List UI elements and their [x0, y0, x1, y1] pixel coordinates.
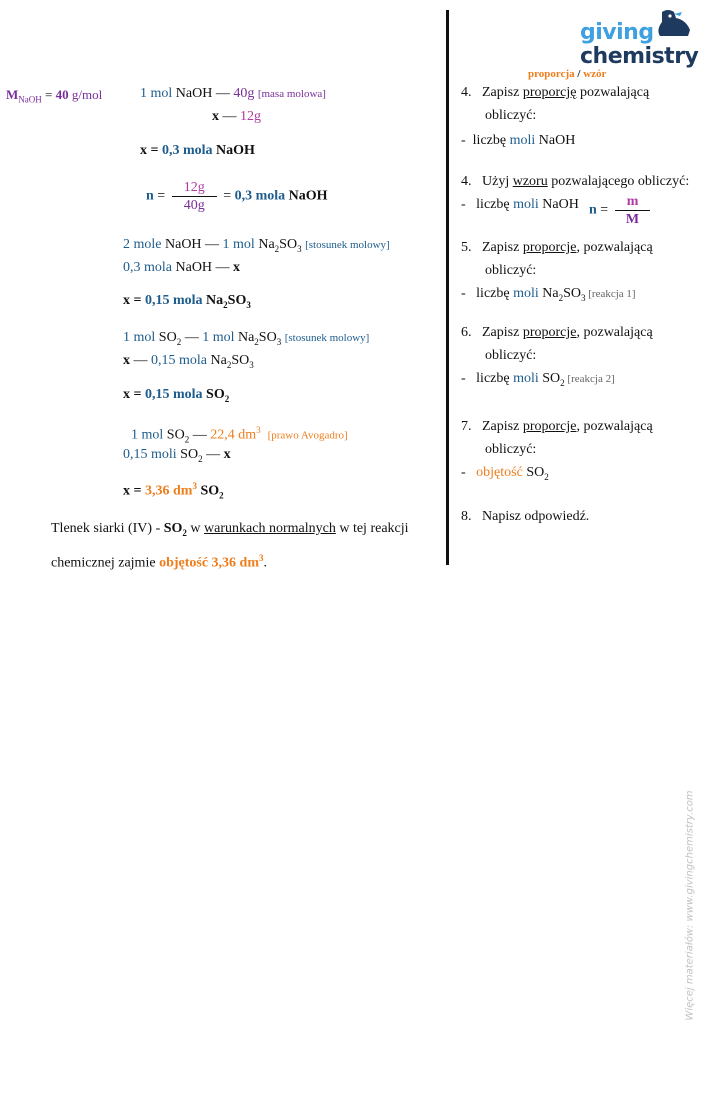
ans-p1: Tlenek siarki (IV) - — [51, 521, 164, 536]
p5l1-b2: 2 — [184, 434, 190, 445]
s6-e1: SO — [538, 371, 561, 386]
p1l2-x: x — [212, 109, 219, 124]
p4l1-e3: SO — [258, 330, 277, 345]
answer-line-2 — [51, 546, 409, 576]
r4-val: 0,15 mola — [144, 387, 203, 402]
p3l2-x: x — [233, 260, 241, 275]
s5-bullet: - — [461, 286, 466, 301]
s4a-d: moli — [509, 133, 536, 148]
p4l2-a: 0,15 mola — [151, 353, 211, 368]
s6-d: moli — [513, 371, 539, 386]
ans-p4: chemicznej zajmie — [51, 555, 160, 571]
p4l1-b1: SO — [158, 330, 177, 345]
p5l1-c: — — [189, 427, 211, 443]
s4b-e: NaOH — [538, 197, 579, 212]
s4b-fm: m — [615, 193, 651, 211]
s4a-u: proporcję — [522, 85, 577, 100]
r5-x: x = — [123, 483, 145, 499]
s5-e3: SO — [563, 286, 581, 301]
step-7 — [461, 415, 653, 489]
s7-b: , pozwalającą — [576, 419, 653, 434]
p4l2-c: — — [130, 353, 151, 368]
result-3 — [123, 293, 251, 310]
s4b-num: 4. — [461, 174, 472, 189]
p3l2-c: — — [212, 260, 234, 275]
p3l1-e1: Na — [258, 237, 275, 252]
s7-u: proporcje — [522, 419, 577, 434]
step-5 — [461, 236, 653, 310]
p4l1-note: [stosunek molowy] — [284, 332, 370, 344]
s5-note: [reakcja 1] — [585, 288, 636, 300]
s7-e1: SO — [522, 465, 545, 480]
r3-x: x = — [123, 293, 145, 308]
r3-s3: SO — [227, 293, 247, 308]
p1l1-a: 1 mol — [140, 86, 176, 101]
molar-mass-value: 40 — [55, 87, 69, 102]
r1-x: x = — [140, 143, 162, 158]
s8-num: 8. — [461, 509, 472, 524]
f-eq1: = — [153, 188, 169, 204]
p4l2-e3: SO — [231, 353, 250, 368]
proportion-5-line-2 — [123, 447, 231, 464]
f-val: 0,3 mola — [234, 188, 286, 204]
answer-line-1 — [51, 516, 409, 546]
s4b-fraction — [615, 193, 651, 228]
proportion-4-line-2 — [123, 353, 254, 370]
result-5 — [123, 481, 224, 500]
s7-e2: 2 — [544, 471, 549, 482]
s5-c: liczbę — [476, 286, 514, 301]
s7-num: 7. — [461, 419, 472, 434]
s6-note: [reakcja 2] — [564, 373, 615, 385]
p5l1-b1: SO — [166, 427, 185, 443]
header-proporcja: proporcja — [528, 68, 575, 80]
p5l2-b1: SO — [180, 447, 199, 462]
p3l1-e2: 2 — [274, 243, 280, 254]
s4a-a: Zapisz — [482, 85, 523, 100]
molar-mass-symbol: M — [6, 87, 19, 102]
p4l1-b2: 2 — [176, 336, 182, 347]
final-answer — [51, 516, 409, 575]
step-4b — [461, 170, 689, 216]
ans-val2: 3 — [259, 552, 264, 563]
s5-b: , pozwalającą — [576, 240, 653, 255]
p3l1-a: 2 mole — [123, 237, 165, 252]
s5-d: moli — [513, 286, 539, 301]
p1l1-b: NaOH — [175, 86, 213, 101]
r5-val2: 3 — [192, 481, 197, 491]
p4l2-e4: 3 — [249, 359, 254, 370]
ans-u: warunkach normalnych — [204, 521, 336, 536]
flask-duck-icon — [654, 8, 694, 40]
proportion-1-line-1 — [140, 86, 326, 102]
p3l1-e4: 3 — [297, 243, 302, 254]
f-n: n — [146, 188, 154, 204]
p1l1-c: — — [212, 86, 234, 101]
s4b-u: wzoru — [512, 174, 548, 189]
r3-s4: 3 — [246, 299, 251, 310]
p5l1-d: 22,4 dm — [210, 427, 257, 443]
s6-num: 6. — [461, 325, 472, 340]
header-slash: / — [577, 68, 581, 80]
p5l1-d2: 3 — [256, 425, 261, 435]
s7-d: objętość — [476, 465, 523, 480]
s7-a: Zapisz — [482, 419, 523, 434]
p4l1-c: — — [181, 330, 203, 345]
step-4a — [461, 81, 649, 152]
header-proporcja-wzor — [528, 68, 606, 80]
ans-p5: . — [263, 555, 267, 571]
p5l1-note: [prawo Avogadro] — [267, 429, 348, 442]
p5l2-b2: 2 — [198, 453, 203, 464]
f-eq2: = — [219, 188, 235, 204]
p5l2-x: x — [223, 447, 231, 462]
p1l1-d: 40g — [233, 86, 255, 101]
r4-s1: SO — [206, 387, 225, 402]
s4b-c: liczbę — [476, 197, 514, 212]
f-sub: NaOH — [288, 188, 328, 204]
s6-a: Zapisz — [482, 325, 523, 340]
p3l1-c: — — [201, 237, 223, 252]
step-8 — [461, 509, 589, 525]
s5-line2: obliczyć: — [485, 263, 537, 278]
p5l2-c: — — [202, 447, 224, 462]
p4l2-x: x — [123, 353, 130, 368]
result-1 — [140, 143, 255, 159]
header-wzor: wzór — [583, 68, 607, 80]
ans-p2: w — [186, 521, 205, 536]
result-4 — [123, 387, 229, 404]
r3-s1: Na — [206, 293, 224, 308]
ans-val: objętość 3,36 dm — [159, 555, 259, 571]
s4a-b: pozwalającą — [576, 85, 650, 100]
s6-u: proporcje — [522, 325, 577, 340]
column-divider — [446, 10, 449, 565]
s4b-b: pozwalającego obliczyć: — [547, 174, 690, 189]
ans-so2: 2 — [182, 527, 187, 538]
r3-val: 0,15 mola — [144, 293, 203, 308]
proportion-1-line-2 — [212, 109, 261, 125]
s4a-num: 4. — [461, 85, 472, 100]
r5-s2: 2 — [219, 490, 224, 501]
p1l2-dash: — — [219, 109, 240, 124]
r5-s1: SO — [200, 483, 220, 499]
s6-bullet: - — [461, 371, 466, 386]
ans-so: SO — [163, 521, 183, 536]
proportion-5-line-1 — [131, 425, 348, 444]
molar-mass-eq: = — [41, 87, 56, 102]
r4-s2: 2 — [224, 393, 230, 404]
s5-u: proporcje — [522, 240, 577, 255]
p4l1-a: 1 mol — [123, 330, 159, 345]
proportion-3-line-1 — [123, 237, 390, 254]
s6-c: liczbę — [476, 371, 514, 386]
watermark-text: Więcej materiałów: www.givingchemistry.com — [684, 790, 696, 1021]
s4a-bullet: - — [461, 133, 466, 148]
r1-sub: NaOH — [216, 143, 255, 158]
logo-word-chemistry: chemistry — [580, 44, 699, 69]
s4a-e: NaOH — [535, 133, 576, 148]
p3l1-d: 1 mol — [222, 237, 259, 252]
p1l1-note: [masa molowa] — [257, 88, 326, 100]
formula-n — [146, 179, 328, 214]
p3l2-b: NaOH — [175, 260, 213, 275]
fraction — [172, 179, 217, 214]
r4-x: x = — [123, 387, 145, 402]
proportion-3-line-2 — [123, 260, 240, 276]
s4a-line2: obliczyć: — [485, 108, 537, 123]
p1l2-val: 12g — [240, 109, 261, 124]
f-den: 40g — [183, 198, 205, 213]
p3l2-a: 0,3 mola — [123, 260, 176, 275]
s4b-feq: = — [596, 202, 612, 218]
s6-e2: 2 — [560, 377, 565, 388]
r1-val: 0,3 mola — [161, 143, 213, 158]
s7-bullet: - — [461, 465, 466, 480]
p4l1-e2: 2 — [254, 336, 259, 347]
molar-mass-line — [6, 87, 102, 105]
s4b-fM: M — [625, 212, 640, 227]
proportion-4-line-1 — [123, 330, 369, 347]
p4l1-e4: 3 — [276, 336, 282, 347]
s7-line2: obliczyć: — [485, 442, 537, 457]
molar-mass-unit: g/mol — [68, 87, 103, 102]
p5l1-a: 1 mol — [131, 427, 167, 443]
s5-e4: 3 — [581, 292, 586, 303]
p4l1-e1: Na — [237, 330, 255, 345]
s8-a: Napisz odpowiedź. — [482, 509, 590, 524]
s4b-d: moli — [513, 197, 539, 212]
s4b-a: Użyj — [482, 174, 513, 189]
p5l2-a: 0,15 moli — [123, 447, 181, 462]
p3l1-b: NaOH — [165, 237, 202, 252]
step-6 — [461, 321, 653, 395]
molar-mass-sub: NaOH — [18, 94, 42, 105]
ans-p3: w tej reakcji — [335, 521, 409, 536]
formula-n-m-M — [589, 193, 653, 228]
r3-s2: 2 — [223, 299, 228, 310]
s4a-c: liczbę — [472, 133, 510, 148]
p4l1-d: 1 mol — [202, 330, 238, 345]
p3l1-e3: SO — [279, 237, 298, 252]
s5-a: Zapisz — [482, 240, 523, 255]
r5-val: 3,36 dm — [144, 483, 193, 499]
s4b-bullet: - — [461, 197, 466, 212]
p3l1-note: [stosunek molowy] — [305, 239, 390, 251]
f-num: 12g — [172, 179, 217, 197]
s5-e1: Na — [538, 286, 559, 301]
s4b-fn: n — [589, 202, 597, 218]
giving-chemistry-logo — [580, 12, 715, 74]
s6-b: , pozwalającą — [576, 325, 653, 340]
s5-num: 5. — [461, 240, 472, 255]
s6-line2: obliczyć: — [485, 348, 537, 363]
s5-e2: 2 — [558, 292, 564, 303]
logo-word-giving: giving — [580, 20, 654, 45]
p4l2-e1: Na — [210, 353, 227, 368]
p4l2-e2: 2 — [226, 359, 232, 370]
